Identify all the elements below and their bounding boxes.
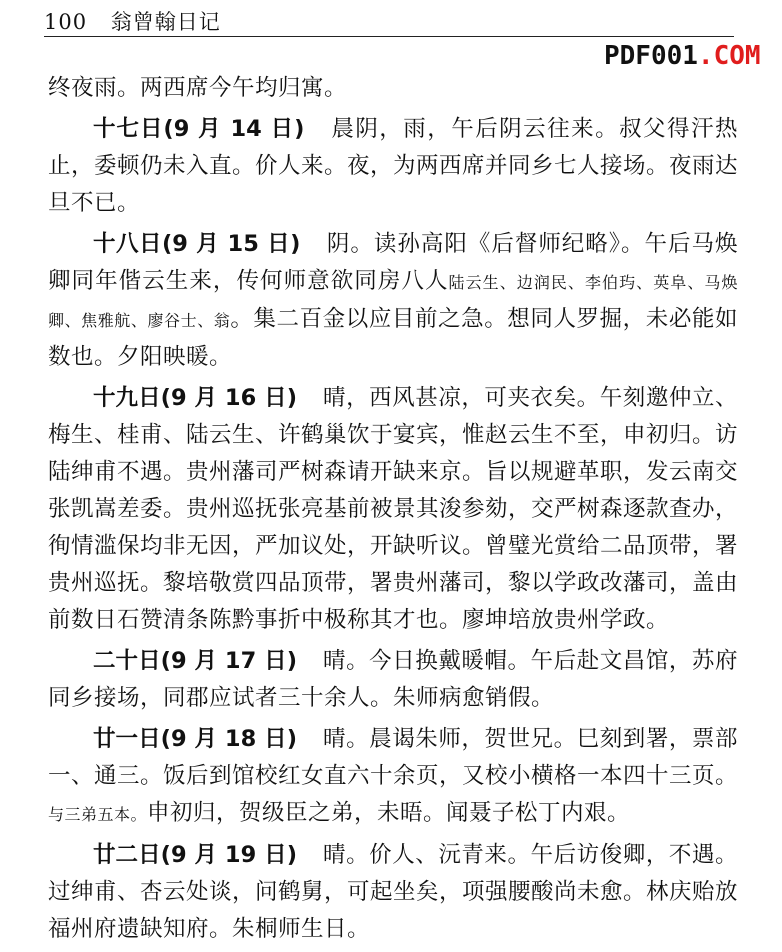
diary-entry-19 bbox=[48, 380, 738, 639]
diary-entry-20 bbox=[48, 643, 738, 717]
entry-text: 晴。晨谒朱师，贺世兄。巳刻到署，票部一、通三。饭后到馆校红女直六十余页，又校小横格一本四十三页。 bbox=[48, 726, 739, 789]
page-header bbox=[44, 6, 221, 36]
entry-date: 二十日(9 月 17 日) bbox=[93, 648, 297, 674]
entry-text-cont: 。集二百金以应目前之急。想同人罗掘，未必能如数也。夕阳映暖。 bbox=[48, 306, 738, 370]
entry-note-small: 陆云生、边润民、李伯玙、英阜、马焕卿、焦雅航、廖谷士、翁 bbox=[48, 273, 738, 330]
diary-entry-18 bbox=[48, 226, 738, 376]
diary-body bbox=[48, 70, 738, 952]
entry-date: 十九日(9 月 16 日) bbox=[93, 385, 297, 411]
entry-text: 晨阴，雨，午后阴云往来。叔父得汗热止，委顿仍未入直。价人来。夜，为两西席并同乡七人接场。夜雨达旦不已。 bbox=[48, 116, 739, 216]
book-title: 翁曾翰日记 bbox=[110, 10, 221, 34]
header-rule bbox=[44, 36, 734, 37]
entry-text: 晴，西风甚凉，可夹衣矣。午刻邀仲立、梅生、桂甫、陆云生、许鹤巢饮于宴宾，惟赵云生不至，申初归。访陆绅甫不遇。贵州藩司严树森请开缺来京。旨以规避革职，发云南交张凯嵩差委。贵州巡抚张亮基前被景其浚参劾，交严树森逐款查办，徇情滥保均非无因，严加议处，开缺听议。曾璧光赏给二品顶带，署贵州巡抚。黎培敬赏四品顶带，署贵州藩司，黎以学政改藩司，盖由前数日石赞清条陈黔事折中极称其才也。廖坤培放贵州学政。 bbox=[48, 385, 739, 633]
entry-date: 廿一日(9 月 18 日) bbox=[93, 726, 297, 752]
diary-entry-21 bbox=[48, 721, 738, 833]
entry-text: 阴。读孙高阳《后督师纪略》。午后马焕卿同年偕云生来，传何师意欲同房八人 bbox=[48, 231, 738, 294]
entry-text: 晴。今日换戴暖帽。午后赴文昌馆，苏府同乡接场，同郡应试者三十余人。朱师病愈销假。 bbox=[48, 648, 738, 711]
page-number: 100 bbox=[44, 10, 88, 34]
intro-paragraph: 终夜雨。两西席今午均归寓。 bbox=[48, 75, 348, 101]
diary-entry-17 bbox=[48, 111, 738, 222]
watermark-logo bbox=[604, 41, 761, 71]
entry-date: 廿二日(9 月 19 日) bbox=[93, 842, 297, 868]
entry-date: 十七日(9 月 14 日) bbox=[93, 116, 305, 142]
entry-text-cont: 申初归，贺级臣之弟，未晤。闻聂子松丁内艰。 bbox=[147, 800, 631, 826]
watermark-text-domain: .COM bbox=[697, 41, 761, 71]
entry-date: 十八日(9 月 15 日) bbox=[93, 231, 301, 257]
entry-note-small: 与三弟五本。 bbox=[48, 805, 148, 824]
diary-entry-22 bbox=[48, 837, 738, 948]
entry-text: 晴。价人、沅青来。午后访俊卿，不遇。过绅甫、杏云处谈，问鹤舅，可起坐矣，项强腰酸尚未愈。林庆贻放福州府遗缺知府。朱桐师生日。 bbox=[48, 842, 739, 942]
watermark-text-main: PDF001 bbox=[604, 41, 698, 71]
